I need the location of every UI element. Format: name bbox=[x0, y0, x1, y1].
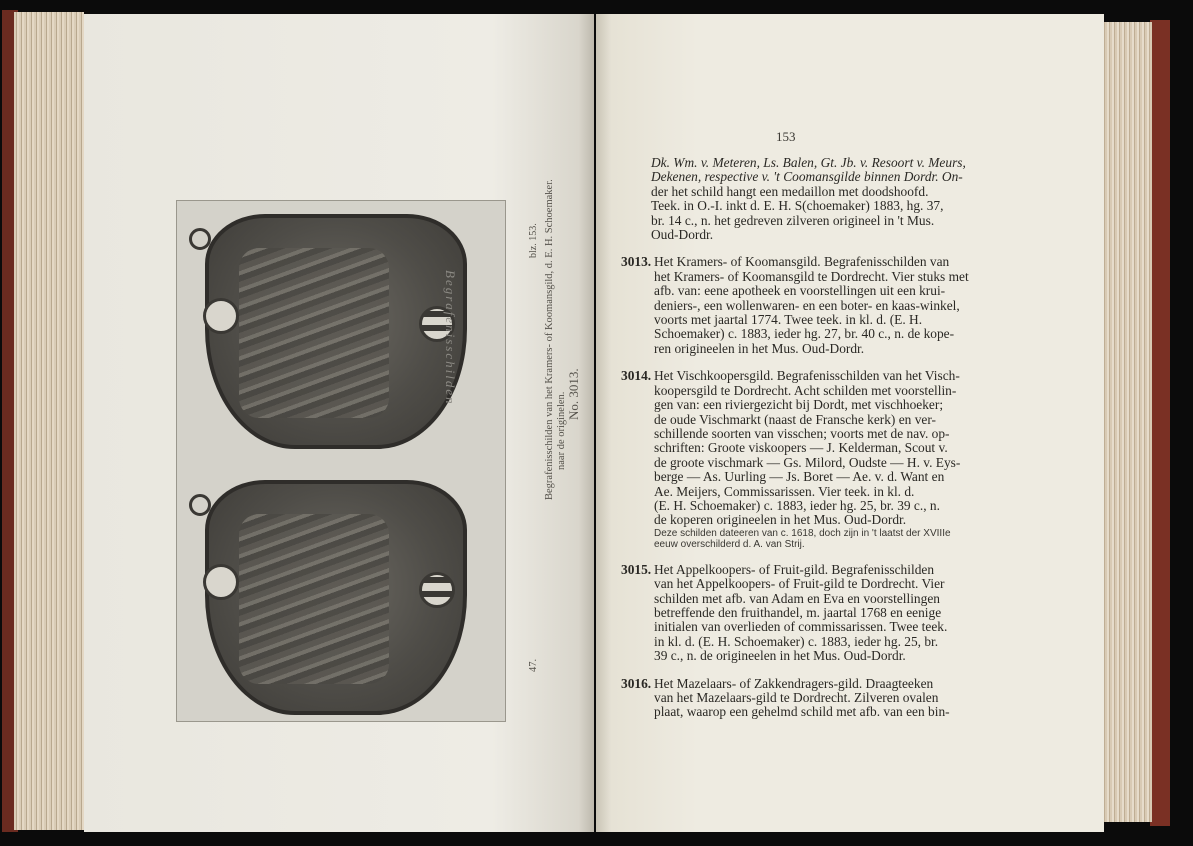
text-line: de oude Vischmarkt (naast de Fransche kerk) en ver- bbox=[654, 412, 937, 427]
text-line: het Kramers- of Koomansgild te Dordrecht. Vier stuks met bbox=[654, 269, 969, 284]
footnote-line: Deze schilden dateeren van c. 1618, doch zijn in 't laatst der XVIIIe bbox=[654, 527, 951, 539]
text-line: br. 14 c., n. het gedreven zilveren origineel in 't Mus. bbox=[651, 213, 935, 228]
catalog-entries bbox=[621, 254, 1077, 720]
text-line: plaat, waarop een gehelmd schild met afb. van een bin- bbox=[654, 705, 950, 720]
shield-scene bbox=[239, 514, 389, 684]
text-line: betreffende den fruithandel, m. jaartal 1768 en eenige bbox=[654, 605, 942, 620]
funeral-shield-top bbox=[205, 214, 467, 449]
text-line: Ae. Meijers, Commissarissen. Vier teek. in kl. d. bbox=[654, 484, 915, 499]
text-line: de koperen origineelen in het Mus. Oud-Dordr. bbox=[654, 513, 907, 528]
text-line: de groote vischmark — Gs. Milord, Oudste — H. v. Eys- bbox=[654, 455, 961, 470]
text-line: in kl. d. (E. H. Schoemaker) c. 1883, ieder hg. 25, br. bbox=[654, 634, 939, 649]
book-cover-right bbox=[1150, 20, 1170, 826]
catalog-text bbox=[621, 130, 1077, 720]
text-line: gen van: een riviergezicht bij Dordt, met vischhoeker; bbox=[654, 398, 944, 413]
catalog-entry bbox=[621, 368, 1077, 550]
text-line: 39 c., n. de origineelen in het Mus. Oud-Dordr. bbox=[654, 649, 906, 664]
plate-caption-line2: naar de originelen. bbox=[556, 391, 567, 470]
shield-ring bbox=[189, 228, 211, 250]
text-line: initialen van overlieden of commissarissen. Twee teek. bbox=[654, 620, 948, 635]
entry-number: 3014. bbox=[621, 368, 652, 384]
entry-heading-line: Het Vischkoopersgild. Begrafenisschilden van het Visch- bbox=[654, 369, 960, 384]
text-line: van het Appelkoopers- of Fruit-gild te Dordrecht. Vier bbox=[654, 577, 945, 592]
plate-caption-number: 47. bbox=[528, 658, 539, 672]
shield-coat-of-arms bbox=[419, 572, 455, 608]
page-edges-left bbox=[14, 12, 84, 830]
plate-caption-line1: Begrafenisschilden van het Kramers- of Koomansgild, d. E. H. Schoemaker. bbox=[544, 179, 555, 500]
entry-number: 3016. bbox=[621, 675, 652, 691]
entry-number: 3015. bbox=[621, 561, 652, 577]
text-line: Dekenen, respective v. 't Coomansgilde binnen Dordr. On- bbox=[651, 170, 963, 185]
entry-heading-line: Het Mazelaars- of Zakkendragers-gild. Draagteeken bbox=[654, 676, 934, 691]
shield-medallion bbox=[203, 298, 239, 334]
text-line: schriften: Groote viskoopers — J. Kelderman, Scout v. bbox=[654, 441, 948, 456]
plate-script-text: Begrafenisschilden bbox=[443, 270, 458, 406]
shield-medallion bbox=[203, 564, 239, 600]
text-line: van het Mazelaars-gild te Dordrecht. Zilveren ovalen bbox=[654, 691, 939, 705]
text-line: Oud-Dordr. bbox=[651, 228, 714, 243]
text-line: (E. H. Schoemaker) c. 1883, ieder hg. 25, br. 39 c., n. bbox=[654, 498, 940, 513]
page-edges-right bbox=[1102, 22, 1152, 822]
plate-caption-page-ref: blz. 153. bbox=[528, 223, 539, 258]
footnote-line: eeuw overschilderd d. A. van Strij. bbox=[654, 538, 805, 550]
text-line: koopersgild te Dordrecht. Acht schilden met voorstellin- bbox=[654, 383, 957, 398]
text-line: schilden met afb. van Adam en Eva en voorstellingen bbox=[654, 591, 940, 606]
text-line: Dk. Wm. v. Meteren, Ls. Balen, Gt. Jb. v. Resoort v. Meurs, bbox=[651, 156, 966, 170]
catalog-entry bbox=[621, 254, 1077, 356]
text-line: afb. van: eene apotheek en voorstellingen uit een krui- bbox=[654, 284, 946, 299]
entry-heading-line: Het Kramers- of Koomansgild. Begrafenisschilden van bbox=[654, 255, 950, 270]
text-line: der het schild hangt een medaillon met doodshoofd. bbox=[651, 184, 929, 199]
shield-ring bbox=[189, 494, 211, 516]
text-line: deniers-, een wollenwaren- en een boter- en kaas-winkel, bbox=[654, 298, 960, 313]
catalog-entry bbox=[621, 675, 1077, 720]
shield-scene bbox=[239, 248, 389, 418]
entry-number: 3013. bbox=[621, 254, 652, 270]
funeral-shield-bottom bbox=[205, 480, 467, 715]
entry-heading-line: Het Appelkoopers- of Fruit-gild. Begrafenisschilden bbox=[654, 562, 935, 577]
catalog-entry bbox=[621, 561, 1077, 664]
text-line: Schoemaker) c. 1883, ieder hg. 27, br. 40 c., n. de kope- bbox=[654, 327, 955, 342]
text-line: Teek. in O.-I. inkt d. E. H. S(choemaker) 1883, hg. 37, bbox=[651, 199, 944, 214]
text-line: berge — As. Uurling — Js. Boret — Ae. v. d. Want en bbox=[654, 470, 945, 485]
plate-caption-catalog-number: No. 3013. bbox=[566, 368, 581, 420]
text-line: ren origineelen in het Mus. Oud-Dordr. bbox=[654, 341, 865, 356]
page-number: 153 bbox=[776, 129, 796, 144]
text-line: voorts met jaartal 1774. Twee teek. in kl. d. (E. H. bbox=[654, 313, 923, 328]
intro-paragraph bbox=[627, 156, 1077, 242]
text-line: schillende soorten van visschen; voorts met de nav. op- bbox=[654, 426, 950, 441]
